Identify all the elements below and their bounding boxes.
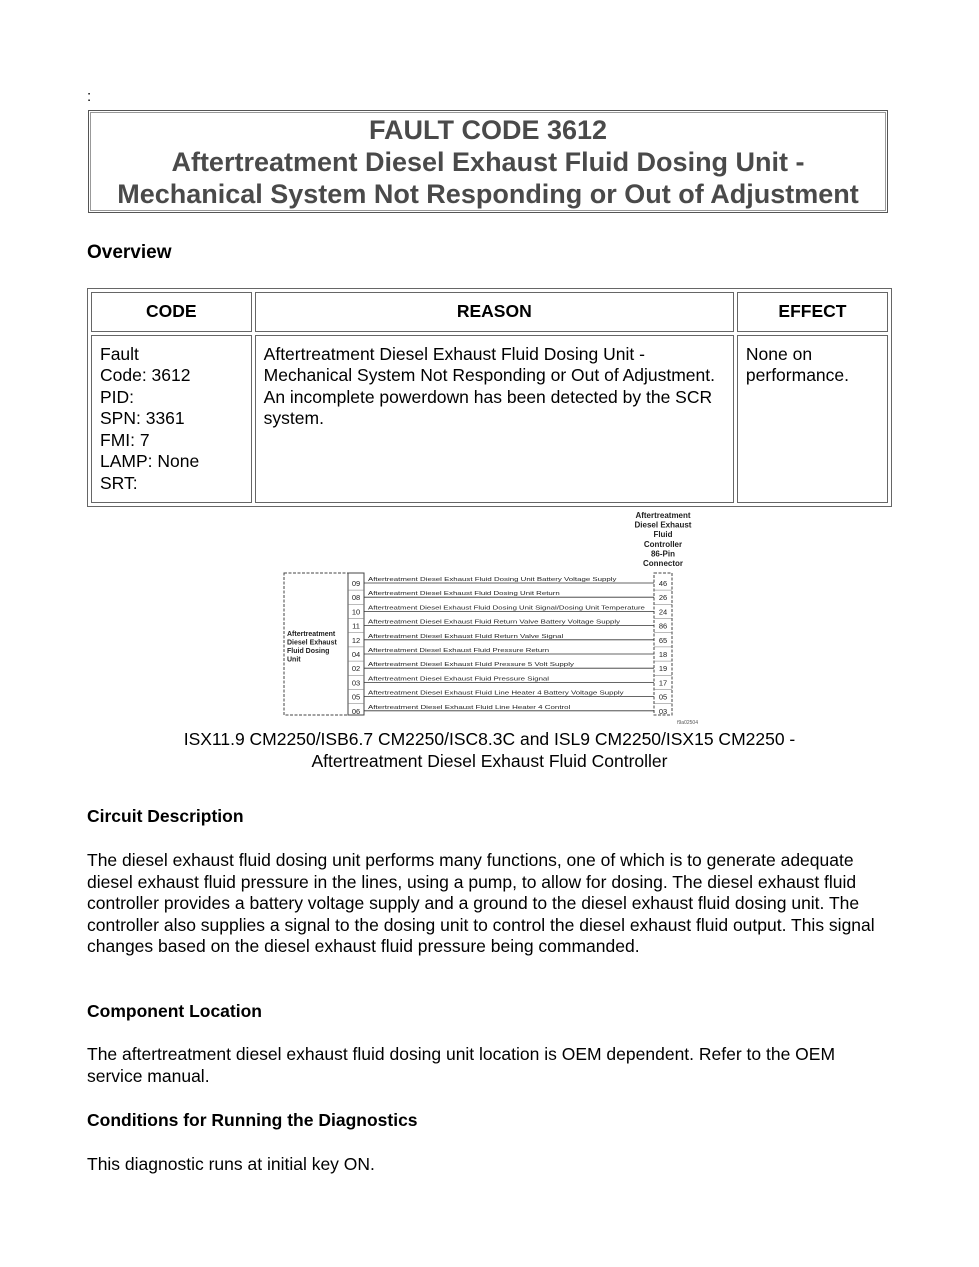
fault-table-header-row — [91, 292, 888, 332]
controller-label-line: 86-Pin — [650, 549, 676, 559]
controller-pin-number: 65 — [658, 635, 668, 645]
controller-pin-number: 26 — [658, 593, 668, 603]
figure-caption — [87, 728, 892, 772]
page-prefix: : — [87, 88, 92, 105]
unit-pin-number: 11 — [352, 621, 360, 631]
unit-label-line: Fluid Dosing — [287, 648, 330, 655]
reason-cell: Aftertreatment Diesel Exhaust Fluid Dosing Unit - Mechanical System Not Responding or Out of Adjustment. An incomplete powerdown has been detected by the SCR system. — [255, 335, 734, 504]
circuit-description-heading: Circuit Description — [87, 806, 244, 826]
controller-label-line: Diesel Exhaust — [634, 520, 692, 530]
wire-08-26 — [348, 590, 672, 602]
unit-pin-number: 10 — [351, 607, 361, 617]
wire-05-05 — [348, 690, 672, 702]
controller-label-line: Fluid — [653, 530, 673, 540]
wire-06-03 — [348, 704, 672, 716]
component-location-heading: Component Location — [87, 1001, 262, 1021]
circuit-description-text: The diesel exhaust fluid dosing unit performs many functions, one of which is to generate adequate diesel exhaust fluid pressure in the lines, using a pump, to allow for dosing. The diesel exhaust fluid controller provides a battery voltage supply and a ground to the diesel exhaust fluid dosing unit. The controller also supplies a signal to the dosing unit to control the diesel exhaust fluid output. This signal changes based on the diesel exhaust fluid pressure being commanded. — [87, 850, 875, 957]
header-effect: EFFECT — [737, 292, 888, 332]
controller-label-line: Controller — [643, 539, 683, 549]
title-box — [88, 110, 888, 213]
fault-table-row — [91, 335, 888, 504]
wire-signal-label: Aftertreatment Diesel Exhaust Fluid Dosing Unit Battery Voltage Supply — [368, 577, 617, 583]
unit-label — [287, 631, 337, 664]
unit-pin-number: 05 — [351, 692, 361, 702]
code-line: PID: — [100, 386, 135, 407]
unit-pin-number: 03 — [351, 678, 361, 688]
code-line: LAMP: None — [100, 451, 200, 471]
wire-03-17 — [348, 675, 672, 687]
unit-pin-number: 08 — [351, 593, 361, 603]
wire-02-19 — [348, 661, 672, 673]
unit-label-line: Unit — [287, 656, 301, 664]
header-reason: REASON — [255, 292, 734, 332]
wire-signal-label: Aftertreatment Diesel Exhaust Fluid Return Valve Battery Voltage Supply — [368, 619, 621, 626]
header-code: CODE — [91, 292, 252, 332]
controller-pin-number: 18 — [658, 650, 668, 659]
code-line: Code: 3612 — [100, 365, 191, 385]
conditions-heading: Conditions for Running the Diagnostics — [87, 1110, 418, 1130]
controller-pin-number: 19 — [658, 664, 668, 674]
controller-label-line: Connector — [643, 559, 683, 568]
code-line: SPN: 3361 — [100, 408, 185, 428]
controller-pin-number: 24 — [658, 607, 668, 617]
unit-pin-number: 02 — [351, 664, 361, 674]
fault-title-line-1: Aftertreatment Diesel Exhaust Fluid Dosing Unit - — [171, 147, 805, 177]
code-line: FMI: 7 — [100, 429, 150, 450]
unit-pin-number: 06 — [351, 706, 361, 716]
fault-table — [87, 288, 892, 507]
wire-signal-label: Aftertreatment Diesel Exhaust Fluid Dosing Unit Signal/Dosing Unit Temperature — [368, 605, 645, 612]
conditions-text: This diagnostic runs at initial key ON. — [87, 1154, 375, 1174]
wire-09-46 — [352, 577, 667, 588]
controller-pin-number: 17 — [658, 678, 668, 688]
controller-label-line: Aftertreatment — [635, 511, 691, 520]
wiring-diagram — [282, 508, 702, 728]
wire-signal-label: Aftertreatment Diesel Exhaust Fluid Line Heater 4 Control — [368, 704, 571, 711]
code-line: SRT: — [100, 472, 138, 493]
unit-pin-number: 04 — [351, 650, 361, 659]
fault-title-line-2: Mechanical System Not Responding or Out of Adjustment — [117, 179, 859, 209]
wire-signal-label: Aftertreatment Diesel Exhaust Fluid Pressure Return — [368, 648, 550, 654]
wire-signal-label: Aftertreatment Diesel Exhaust Fluid Return Valve Signal — [368, 633, 564, 640]
caption-line-2: Aftertreatment Diesel Exhaust Fluid Controller — [311, 751, 668, 771]
code-cell — [91, 335, 252, 504]
component-location-text: The aftertreatment diesel exhaust fluid dosing unit location is OEM dependent. Refer to the OEM service manual. — [87, 1044, 836, 1086]
unit-pin-number: 09 — [351, 579, 361, 588]
wire-signal-label: Aftertreatment Diesel Exhaust Fluid Line Heater 4 Battery Voltage Supply — [368, 690, 624, 697]
caption-line-1: ISX11.9 CM2250/ISB6.7 CM2250/ISC8.3C and ISL9 CM2250/ISX15 CM2250 - — [183, 729, 796, 749]
overview-heading: Overview — [87, 242, 172, 263]
wire-11-86 — [348, 619, 672, 631]
unit-label-line: Diesel Exhaust — [287, 639, 337, 647]
wire-12-65 — [348, 633, 672, 645]
controller-pin-number: 86 — [658, 621, 668, 631]
controller-pin-number: 46 — [658, 579, 668, 588]
controller-label — [635, 511, 692, 568]
fault-code-title: FAULT CODE 3612 — [368, 115, 608, 145]
wire-signal-label: Aftertreatment Diesel Exhaust Fluid Pressure Signal — [368, 676, 550, 683]
controller-pin-number: 05 — [658, 692, 668, 702]
unit-pin-number: 12 — [351, 635, 361, 645]
wire-signal-label: Aftertreatment Diesel Exhaust Fluid Pressure 5 Volt Supply — [368, 662, 575, 669]
wire-signal-label: Aftertreatment Diesel Exhaust Fluid Dosing Unit Return — [368, 591, 560, 598]
code-line: Fault — [100, 343, 139, 364]
wire-04-18 — [348, 647, 672, 659]
effect-cell: None on performance. — [737, 335, 888, 504]
controller-pin-number: 03 — [658, 706, 668, 716]
unit-label-line: Aftertreatment — [287, 631, 336, 638]
figure-id: f9a02504 — [677, 720, 698, 726]
wire-10-24 — [348, 604, 672, 616]
